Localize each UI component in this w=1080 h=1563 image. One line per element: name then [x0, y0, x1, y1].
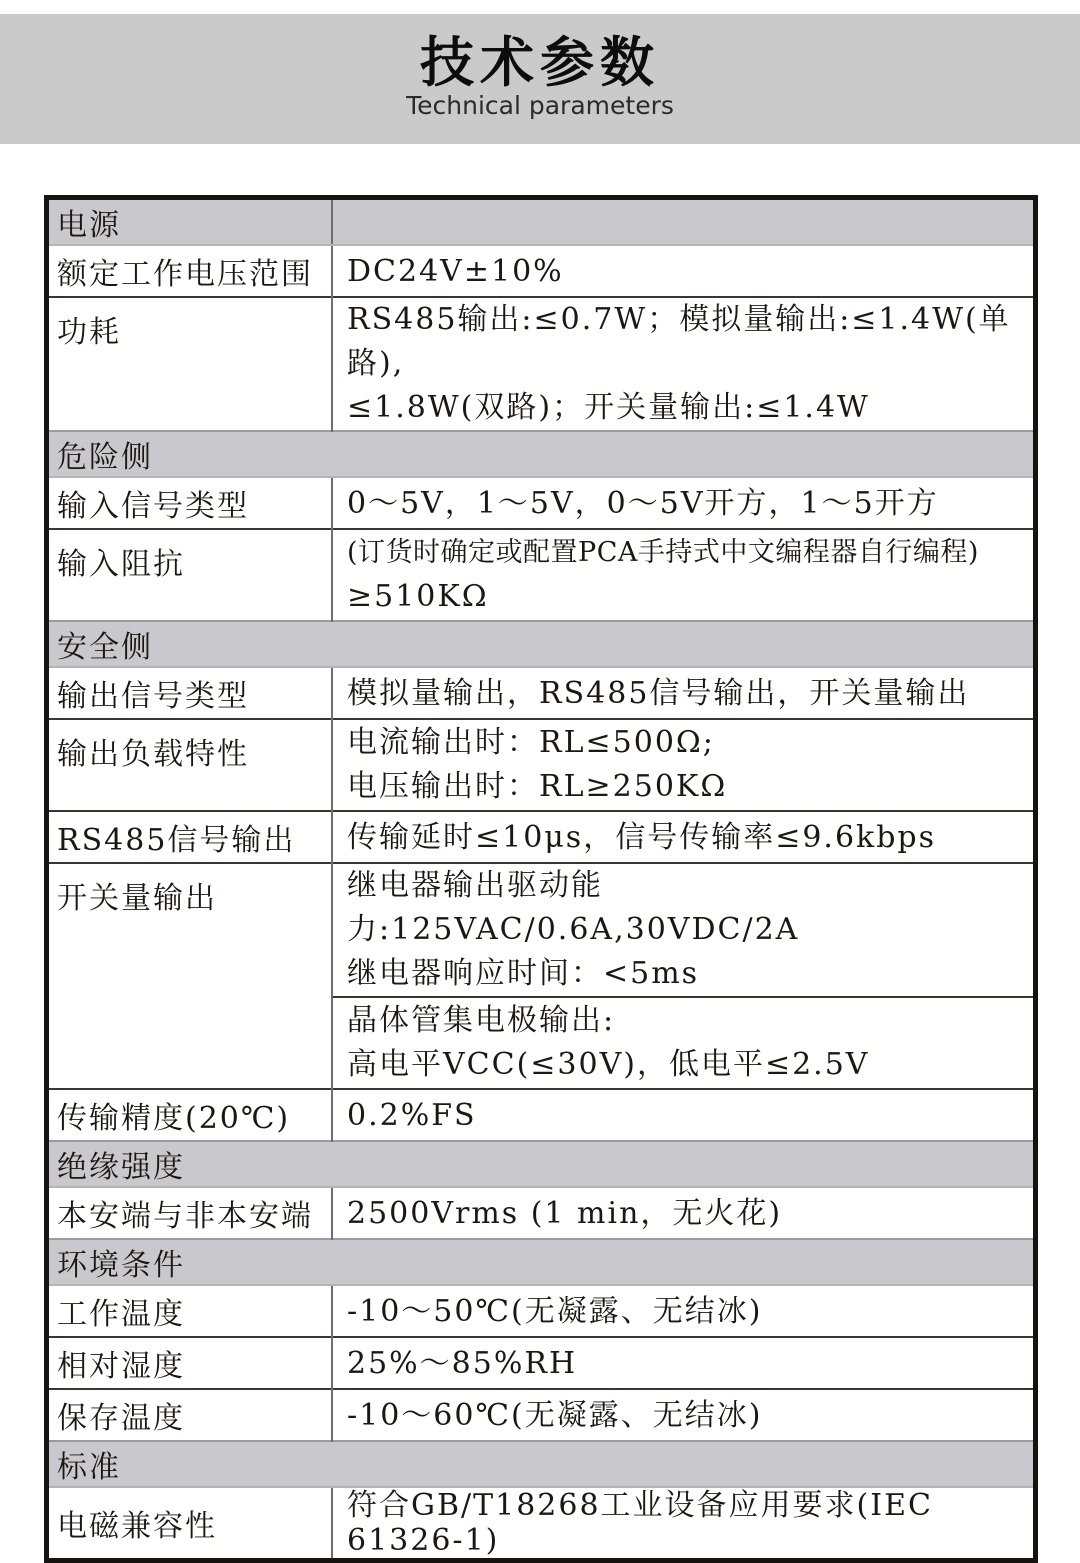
- section-label: 环境条件: [47, 1239, 1036, 1285]
- row-value: [332, 1337, 1036, 1389]
- value-line: 2500Vrms (1 min，无火花): [347, 1195, 783, 1231]
- row-value: [332, 997, 1036, 1089]
- row-value: [332, 1487, 1036, 1561]
- row-value: [332, 297, 1036, 431]
- value-line: 25%～85%RH: [347, 1345, 578, 1381]
- value-line: 符合GB/T18268工业设备应用要求(IEC 61326-1): [347, 1488, 933, 1558]
- table-row-consumption: [47, 297, 1036, 431]
- row-label: 输入信号类型: [57, 489, 249, 524]
- value-line: 高电平VCC(≤30V)，低电平≤2.5V: [347, 1047, 870, 1082]
- row-label: 工作温度: [57, 1297, 185, 1332]
- table-row-emc: [47, 1487, 1036, 1561]
- section-row-standard: [47, 1441, 1036, 1487]
- table-row-input-signal: [47, 477, 1036, 529]
- table-row-working-temp: [47, 1285, 1036, 1337]
- section-label: 危险侧: [47, 431, 1036, 477]
- page-title: 技术参数: [420, 31, 660, 94]
- section-row-hazard-side: [47, 431, 1036, 477]
- value-line: DC24V±10%: [347, 253, 564, 289]
- row-value: [332, 811, 1036, 863]
- row-label: 功耗: [47, 297, 333, 431]
- row-value: [332, 863, 1036, 997]
- table-row-voltage: [47, 245, 1036, 297]
- value-line: ≤1.8W(双路)；开关量输出:≤1.4W: [347, 390, 870, 425]
- row-label: 输出信号类型: [57, 679, 249, 714]
- row-label: 本安端与非本安端: [57, 1199, 313, 1234]
- value-line: 模拟量输出，RS485信号输出，开关量输出: [347, 675, 970, 711]
- value-line: 0.2%FS: [347, 1097, 477, 1133]
- page-subtitle: Technical parameters: [406, 91, 674, 120]
- row-value: [332, 1389, 1036, 1441]
- row-label: 开关量输出: [47, 863, 333, 1089]
- value-line: RS485输出:≤0.7W；模拟量输出:≤1.4W(单路),: [347, 302, 1011, 381]
- value-line: -10～50℃(无凝露、无结冰): [347, 1293, 763, 1329]
- row-value: [332, 719, 1036, 811]
- table-row-output-signal: [47, 667, 1036, 719]
- value-line: (订货时确定或配置PCA手持式中文编程器自行编程): [347, 537, 979, 568]
- row-value: [332, 667, 1036, 719]
- row-label: 相对湿度: [47, 1337, 333, 1389]
- section-row-environment: [47, 1239, 1036, 1285]
- row-label: 保存温度: [47, 1389, 333, 1441]
- section-row-safe-side: [47, 621, 1036, 667]
- table-row-insulation-value: [47, 1187, 1036, 1239]
- row-label: RS485信号输出: [47, 811, 333, 863]
- table-row-input-impedance: [47, 529, 1036, 621]
- value-line: 0～5V，1～5V，0～5V开方，1～5开方: [347, 485, 939, 521]
- row-value: [332, 1187, 1036, 1239]
- section-label: 安全侧: [47, 621, 1036, 667]
- row-label: 输入阻抗: [47, 529, 333, 621]
- section-row-power: [47, 198, 1036, 246]
- row-value: [332, 477, 1036, 529]
- row-label: 输出负载特性: [47, 719, 333, 811]
- row-label: 传输精度(20℃): [47, 1089, 333, 1141]
- section-row-insulation: [47, 1141, 1036, 1187]
- spec-table: [44, 195, 1038, 1563]
- value-line: -10～60℃(无凝露、无结冰): [347, 1397, 763, 1433]
- value-line: ≥510KΩ: [347, 579, 489, 614]
- value-line: 晶体管集电极输出:: [347, 1003, 616, 1038]
- value-line: 电流输出时：RL≤500Ω;: [347, 725, 715, 760]
- row-value: [332, 245, 1036, 297]
- table-row-switch-output: [47, 863, 1036, 997]
- page-banner: [0, 14, 1080, 144]
- section-label: 标准: [47, 1441, 1036, 1487]
- value-line: 电压输出时：RL≥250KΩ: [347, 769, 728, 804]
- value-line: 继电器响应时间：<5ms: [347, 956, 700, 991]
- row-value: [332, 529, 1036, 621]
- table-row-accuracy: [47, 1089, 1036, 1141]
- table-row-output-load: [47, 719, 1036, 811]
- value-line: 继电器输出驱动能力:125VAC/0.6A,30VDC/2A: [347, 868, 800, 947]
- row-label: 电磁兼容性: [57, 1509, 217, 1544]
- value-line: 传输延时≤10μs，信号传输率≤9.6kbps: [347, 819, 937, 855]
- row-value: [332, 1089, 1036, 1141]
- row-label: 额定工作电压范围: [57, 257, 313, 292]
- table-row-storage-temp: [47, 1389, 1036, 1441]
- section-empty-cell: [332, 198, 1036, 246]
- table-row-rs485-output: [47, 811, 1036, 863]
- table-row-humidity: [47, 1337, 1036, 1389]
- section-label: 绝缘强度: [47, 1141, 1036, 1187]
- row-value: [332, 1285, 1036, 1337]
- section-label: 电源: [47, 198, 333, 246]
